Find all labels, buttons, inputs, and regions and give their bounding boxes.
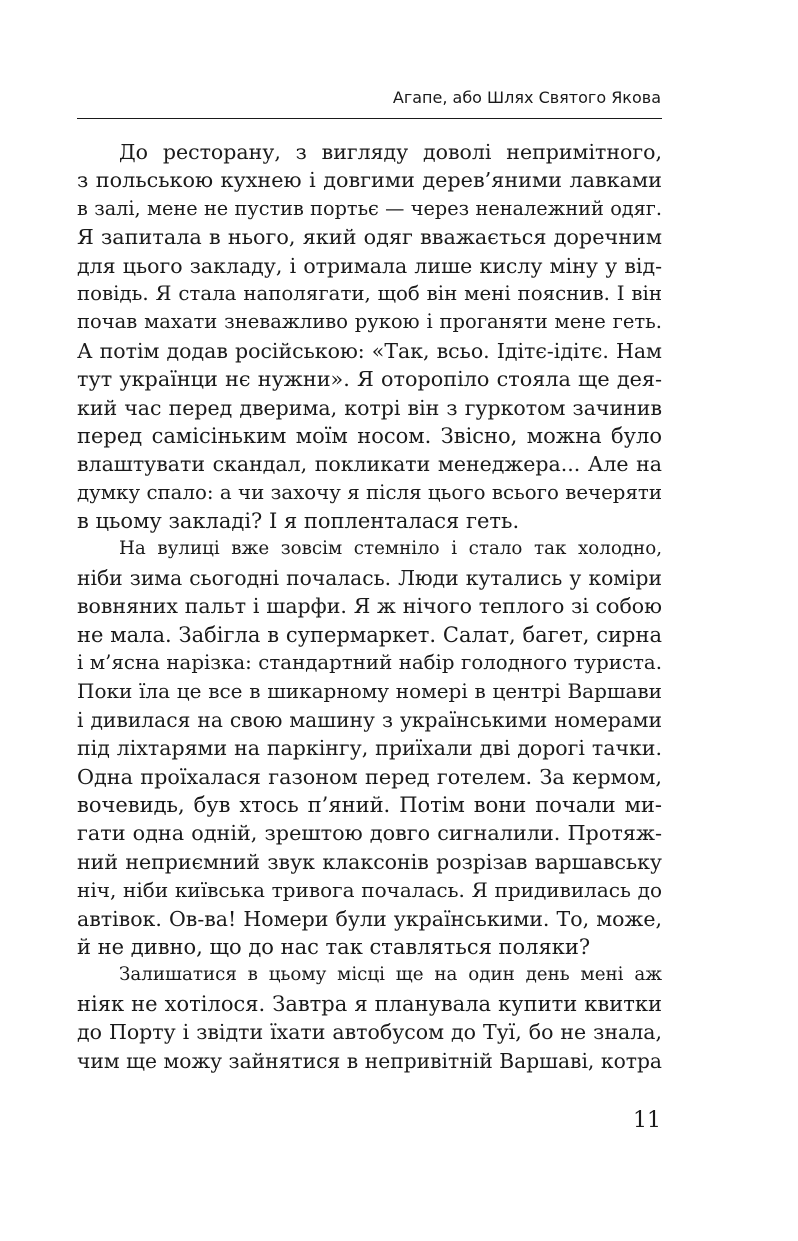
- text-line: ний неприємний звук клаксонів розрізав варшавську: [77, 849, 662, 874]
- text-line: з польською кухнею і довгими дерев’яними лавками: [77, 168, 662, 193]
- page-number: 11: [633, 1108, 661, 1133]
- paragraph: [77, 535, 662, 961]
- text-line: для цього закладу, і отримала лише кислу міну у від-: [77, 253, 662, 278]
- text-line: ніч, ніби київська тривога почалась. Я придивилась до: [77, 878, 662, 903]
- body-text: [77, 138, 662, 1075]
- paragraph: [77, 961, 662, 1075]
- text-line: гати одна одній, зрештою довго сигналили. Протяж-: [77, 821, 662, 846]
- text-line: На вулиці вже зовсім стемніло і стало так холодно,: [119, 538, 662, 560]
- text-line: і дивилася на свою машину з українськими номерами: [77, 707, 662, 732]
- text-line: під ліхтарями на паркінгу, приїхали дві дорогі тачки.: [77, 736, 662, 761]
- text-line: і м’ясна нарізка: стандартний набір голодного туриста.: [77, 651, 662, 675]
- text-line: повідь. Я стала наполягати, щоб він мені пояснив. І він: [77, 281, 662, 305]
- text-line: Одна проїхалася газоном перед готелем. За кермом,: [77, 764, 662, 789]
- text-line: Залишатися в цьому місці ще на один день мені аж: [119, 964, 662, 986]
- text-line: не мала. Забігла в супермаркет. Салат, багет, сирна: [77, 622, 662, 647]
- header-rule: [77, 118, 662, 119]
- text-line: в цьому закладі? І я попленталася геть.: [77, 509, 520, 534]
- text-line: автівок. Ов-ва! Номери були українськими. То, може,: [77, 906, 662, 931]
- text-line: чим ще можу зайнятися в непривітній Варшаві, котра: [77, 1048, 662, 1073]
- text-line: влаштувати скандал, покликати менеджера... Але на: [77, 452, 662, 477]
- text-line: Я запитала в нього, який одяг вважається доречним: [77, 225, 662, 250]
- text-line: ніби зима сьогодні почалась. Люди кутались у коміри: [77, 565, 662, 590]
- text-line: вочевидь, був хтось п’яний. Потім вони почали ми-: [77, 792, 662, 817]
- paragraph: [77, 138, 662, 535]
- text-line: тут українци нє нужни». Я оторопіло стояла ще дея-: [77, 367, 662, 392]
- running-head-title: Агапе, або Шлях Святого Якова: [392, 88, 661, 107]
- text-line: А потім додав російською: «Так, всьо. Ідітє-ідітє. Нам: [77, 338, 662, 363]
- text-line: перед самісіньким моїм носом. Звісно, можна було: [77, 423, 662, 448]
- text-line: почав махати зневажливо рукою і проганяти мене геть.: [77, 310, 662, 334]
- text-line: кий час перед дверима, котрі він з гуркотом зачинив: [77, 395, 662, 420]
- text-line: ніяк не хотілося. Завтра я планувала купити квитки: [77, 991, 662, 1016]
- text-line: До ресторану, з вигляду доволі непримітного,: [119, 140, 662, 164]
- text-line: Поки їла це все в шикарному номері в центрі Варшави: [77, 679, 662, 704]
- text-line: й не дивно, що до нас так ставляться поляки?: [77, 934, 591, 959]
- text-line: до Порту і звідти їхати автобусом до Туї, бо не знала,: [77, 1020, 662, 1045]
- text-line: в залі, мене не пустив портьє — через неналежний одяг.: [77, 196, 662, 220]
- text-line: вовняних пальт і шарфи. Я ж нічого теплого зі собою: [77, 594, 662, 619]
- text-line: думку спало: а чи захочу я після цього всього вечеряти: [77, 480, 662, 504]
